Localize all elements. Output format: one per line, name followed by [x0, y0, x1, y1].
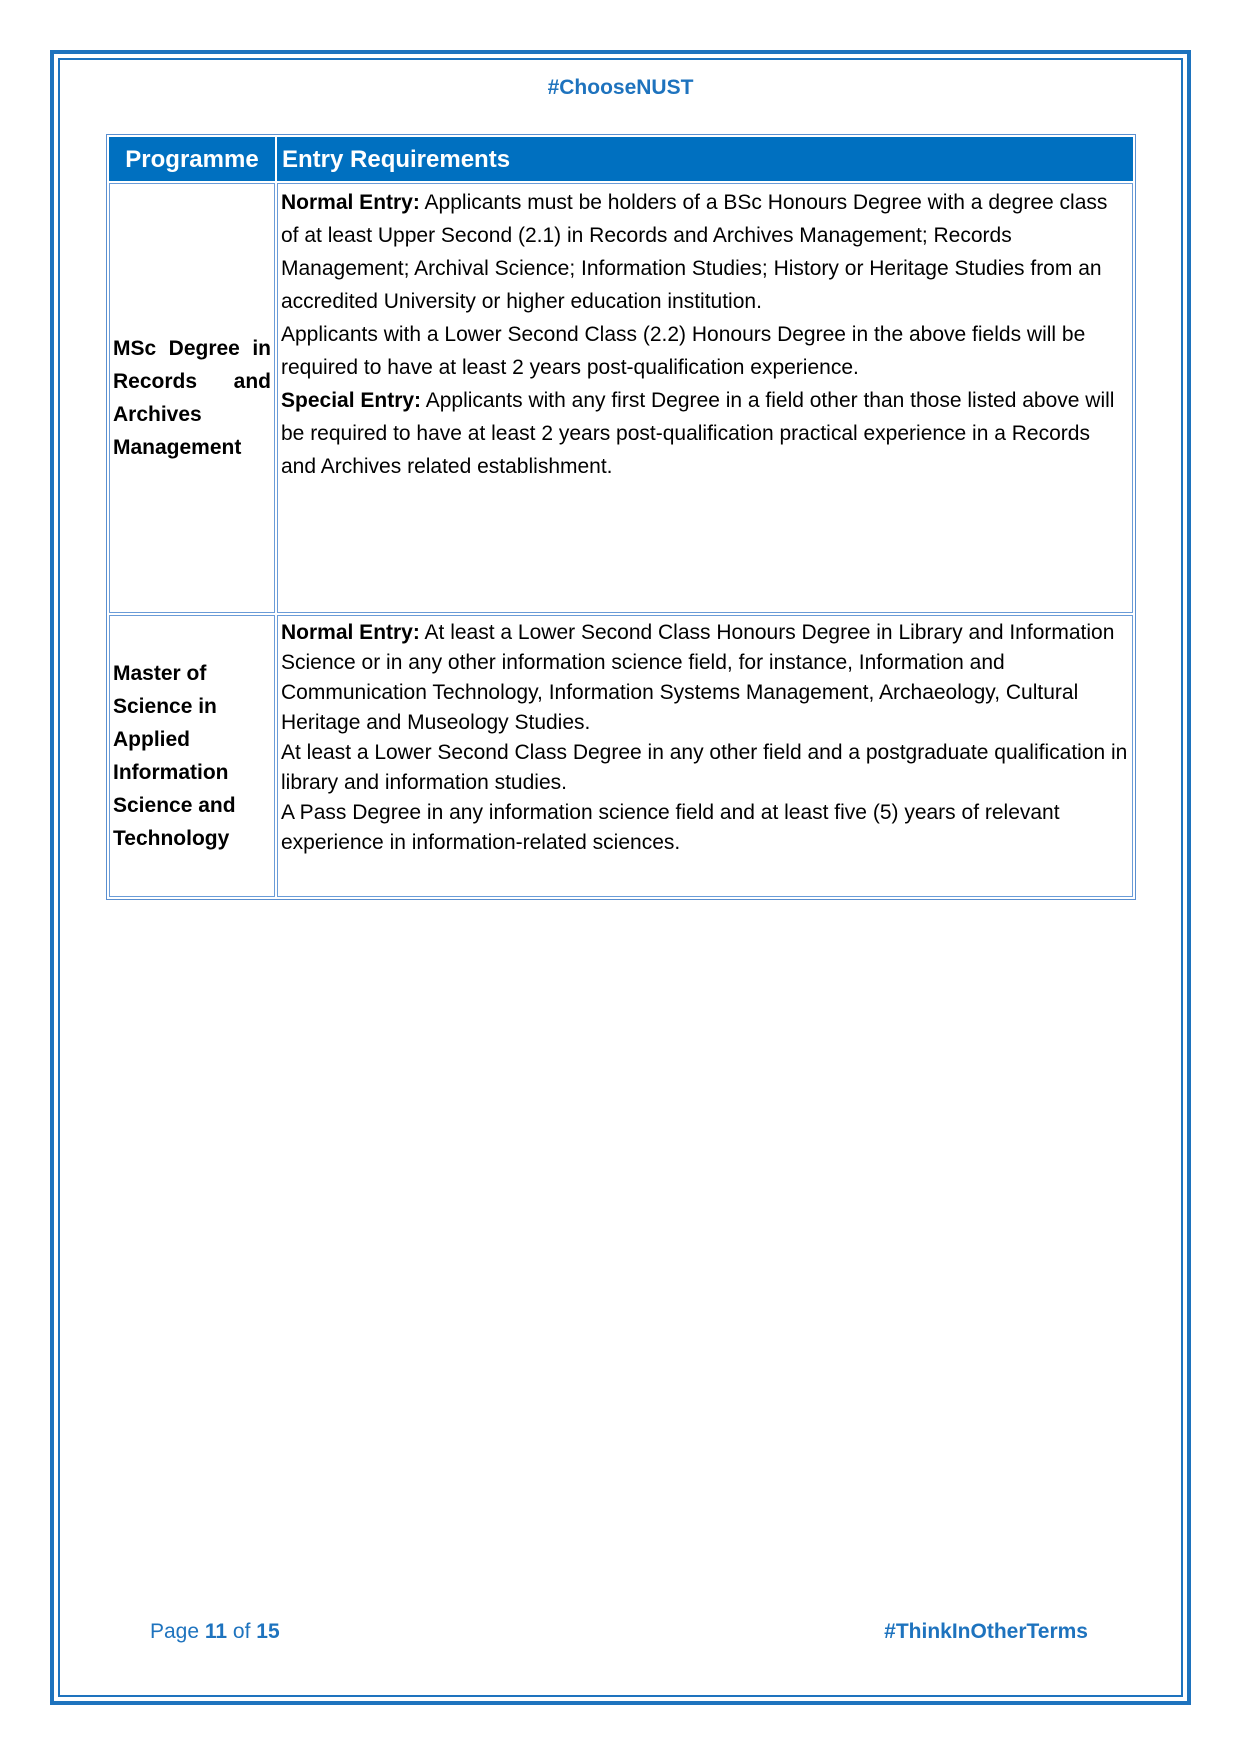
requirement-text: At least a Lower Second Class Honours Degree in Library and Information Science or in any other information science field, for instance, Information and Communication Technology, Information Systems Management, Archaeology, Cultural Heritage and Museology Studies. — [281, 621, 1115, 734]
table-row — [109, 183, 1133, 613]
requirement-paragraph — [281, 318, 1129, 384]
page-of: of — [227, 1620, 257, 1643]
header-hashtag: #ChooseNUST — [547, 76, 694, 99]
requirement-text: Applicants with any first Degree in a field other than those listed above will be required to have at least 2 years post-qualification practical experience in a Records and Archives related establishment. — [281, 389, 1115, 478]
requirement-paragraph — [281, 798, 1129, 858]
column-header-programme: Programme — [109, 137, 275, 181]
requirement-paragraph — [281, 738, 1129, 798]
table-header-row — [109, 137, 1133, 181]
entry-label: Normal Entry: — [281, 191, 420, 214]
requirements-cell — [277, 183, 1133, 613]
requirement-paragraph — [281, 618, 1129, 738]
page-prefix: Page — [150, 1620, 205, 1643]
requirement-text: At least a Lower Second Class Degree in any other field and a postgraduate qualification in library and information studies. — [281, 741, 1128, 794]
entry-requirements-table — [106, 134, 1136, 900]
footer-hashtag: #ThinkInOtherTerms — [884, 1620, 1088, 1643]
programme-cell: MSc Degree in Records and Archives Management — [109, 183, 275, 613]
requirement-paragraph — [281, 384, 1129, 483]
entry-label: Normal Entry: — [281, 621, 420, 644]
table-row — [109, 615, 1133, 897]
requirement-text: Applicants with a Lower Second Class (2.2) Honours Degree in the above fields will be required to have at least 2 years post-qualification experience. — [281, 323, 1086, 379]
page-number — [150, 1620, 280, 1644]
requirement-text: Applicants must be holders of a BSc Honours Degree with a degree class of at least Upper Second (2.1) in Records and Archives Management; Records Management; Archival Science; Information Studies; History or Heritage Studies from an accredited University or higher education institution. — [281, 191, 1108, 313]
requirements-cell — [277, 615, 1133, 897]
entry-label: Special Entry: — [281, 389, 422, 412]
page-total: 15 — [256, 1620, 280, 1643]
requirement-text: A Pass Degree in any information science field and at least five (5) years of relevant experience in information-related sciences. — [281, 801, 1060, 854]
column-header-entry-requirements: Entry Requirements — [277, 137, 1133, 181]
programme-cell: Master of Science in Applied Information Science and Technology — [109, 615, 275, 897]
page-current: 11 — [204, 1620, 228, 1643]
requirement-paragraph — [281, 186, 1129, 318]
